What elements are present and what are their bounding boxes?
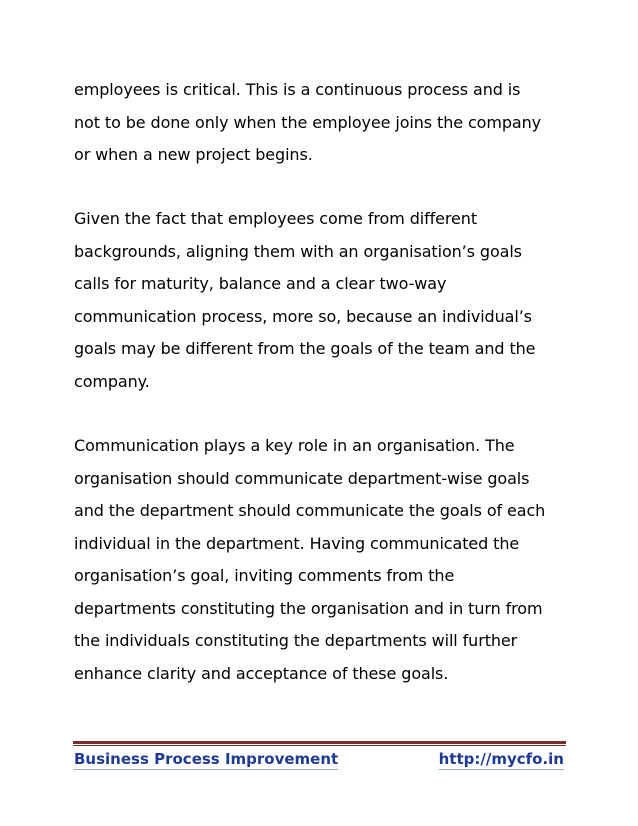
footer-divider	[73, 741, 566, 744]
text-line: employees is critical. This is a continuous process and is	[74, 80, 521, 99]
text-line: company.	[74, 371, 150, 391]
text-line: organisation’s goal, inviting comments from the	[74, 566, 455, 585]
text-line: Given the fact that employees come from different	[74, 209, 478, 228]
text-line: organisation should communicate department-wise goals	[74, 468, 530, 488]
text-line: or when a new project begins.	[74, 145, 313, 164]
page-footer	[74, 750, 564, 772]
paragraph	[74, 74, 574, 172]
text-line: the individuals constituting the departments will further	[74, 631, 518, 650]
text-line: departments constituting the organisation and in turn from	[74, 598, 543, 618]
footer-divider-thin	[73, 745, 566, 746]
text-line: enhance clarity and acceptance of these goals.	[74, 663, 449, 683]
text-line: communication process, more so, because an individual’s	[74, 306, 532, 326]
text-line: individual in the department. Having communicated the	[74, 533, 520, 553]
text-line: and the department should communicate the goals of each	[74, 501, 546, 520]
text-line: calls for maturity, balance and a clear two-way	[74, 274, 447, 293]
footer-title: Business Process Improvement	[74, 750, 339, 768]
paragraph	[74, 203, 574, 398]
paragraph	[74, 430, 574, 690]
text-line: Communication plays a key role in an organisation. The	[74, 436, 515, 455]
text-line: backgrounds, aligning them with an organisation’s goals	[74, 241, 522, 261]
text-line: goals may be different from the goals of the team and the	[74, 339, 536, 358]
footer-link[interactable]: http://mycfo.in	[438, 750, 564, 768]
text-line: not to be done only when the employee joins the company	[74, 112, 542, 132]
